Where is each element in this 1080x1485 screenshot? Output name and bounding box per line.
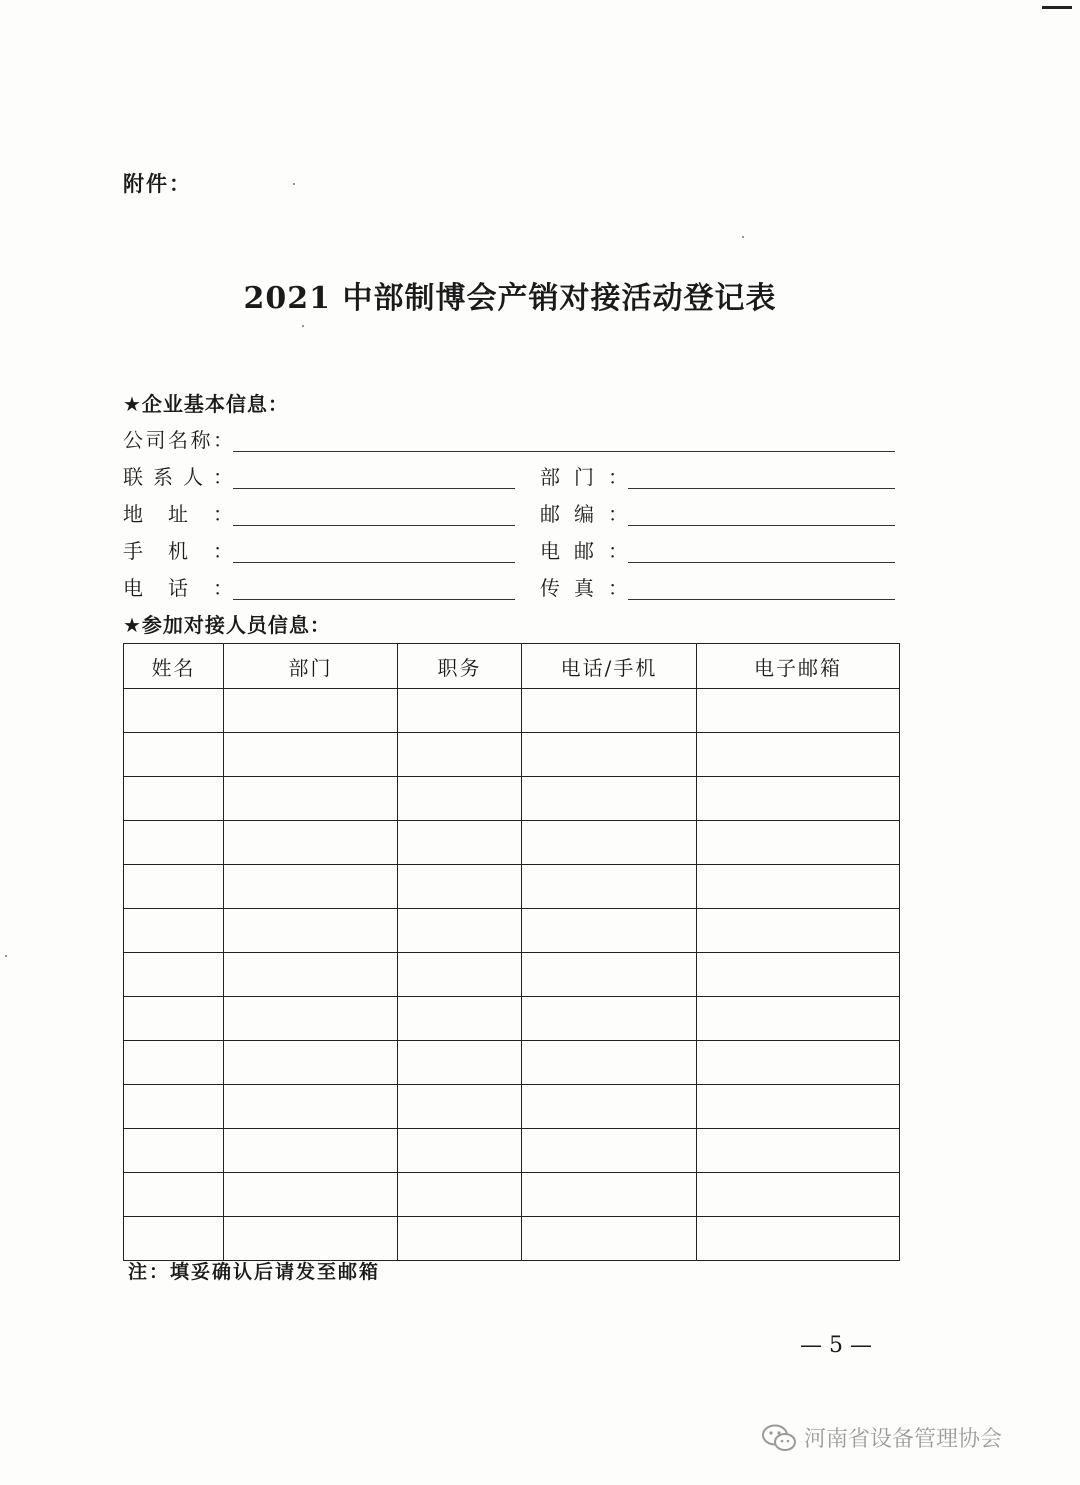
table-cell-department[interactable]: [224, 865, 398, 909]
table-cell-name[interactable]: [124, 733, 224, 777]
table-row: [124, 909, 900, 953]
company-name-line[interactable]: [233, 451, 895, 452]
table-cell-department[interactable]: [224, 997, 398, 1041]
watermark-text: 河南省设备管理协会: [804, 1427, 1003, 1452]
table-cell-position[interactable]: [398, 733, 522, 777]
table-cell-name[interactable]: [124, 1217, 224, 1261]
header-name: 姓名: [124, 644, 224, 689]
table-cell-department[interactable]: [224, 909, 398, 953]
table-cell-email[interactable]: [697, 953, 900, 997]
table-cell-position[interactable]: [398, 1173, 522, 1217]
mobile-field[interactable]: [123, 535, 515, 563]
table-cell-phone[interactable]: [522, 997, 697, 1041]
table-cell-position[interactable]: [398, 821, 522, 865]
table-row: [124, 953, 900, 997]
table-row: [124, 865, 900, 909]
postcode-field[interactable]: [540, 498, 895, 526]
table-cell-phone[interactable]: [522, 909, 697, 953]
table-cell-position[interactable]: [398, 689, 522, 733]
table-cell-department[interactable]: [224, 1129, 398, 1173]
table-cell-email[interactable]: [697, 777, 900, 821]
table-cell-department[interactable]: [224, 689, 398, 733]
table-cell-phone[interactable]: [522, 689, 697, 733]
table-cell-name[interactable]: [124, 865, 224, 909]
table-cell-name[interactable]: [124, 1085, 224, 1129]
table-cell-name[interactable]: [124, 777, 224, 821]
table-cell-position[interactable]: [398, 1041, 522, 1085]
company-name-label: 公 司 名 称 ：: [123, 428, 233, 452]
header-department: 部门: [224, 644, 398, 689]
table-row: [124, 1041, 900, 1085]
table-cell-email[interactable]: [697, 821, 900, 865]
table-cell-name[interactable]: [124, 953, 224, 997]
table-cell-name[interactable]: [124, 997, 224, 1041]
submission-note: 注：填妥确认后请发至邮箱: [128, 1261, 381, 1283]
table-cell-position[interactable]: [398, 997, 522, 1041]
table-cell-phone[interactable]: [522, 1217, 697, 1261]
email-field[interactable]: [540, 535, 895, 563]
postcode-label: 邮 编 ：: [540, 502, 628, 526]
table-cell-phone[interactable]: [522, 1085, 697, 1129]
table-cell-position[interactable]: [398, 909, 522, 953]
document-title: 2021 中部制博会产销对接活动登记表: [243, 281, 777, 316]
table-cell-name[interactable]: [124, 1041, 224, 1085]
address-line[interactable]: [233, 525, 515, 526]
scan-speck: [742, 236, 744, 238]
table-header-row: [124, 644, 900, 689]
table-cell-phone[interactable]: [522, 1173, 697, 1217]
company-name-field[interactable]: [123, 424, 895, 452]
wechat-icon: [760, 1423, 798, 1453]
scan-speck: [302, 325, 304, 327]
table-row: [124, 821, 900, 865]
table-cell-department[interactable]: [224, 1217, 398, 1261]
table-cell-email[interactable]: [697, 1217, 900, 1261]
contact-label: 联 系 人 ：: [123, 465, 233, 489]
table-row: [124, 1173, 900, 1217]
scan-corner-mark: [1042, 6, 1072, 9]
fax-label: 传 真 ：: [540, 576, 628, 600]
table-cell-email[interactable]: [697, 689, 900, 733]
contact-line[interactable]: [233, 488, 515, 489]
participants-heading: ★参加对接人员信息：: [123, 613, 331, 637]
table-cell-position[interactable]: [398, 1217, 522, 1261]
table-cell-position[interactable]: [398, 953, 522, 997]
table-cell-phone[interactable]: [522, 865, 697, 909]
attachment-label: 附件：: [123, 172, 192, 196]
table-cell-email[interactable]: [697, 1041, 900, 1085]
table-cell-name[interactable]: [124, 821, 224, 865]
table-cell-position[interactable]: [398, 1085, 522, 1129]
table-cell-email[interactable]: [697, 1129, 900, 1173]
table-row: [124, 733, 900, 777]
phone-line[interactable]: [233, 599, 515, 600]
table-body: [124, 689, 900, 1261]
table-cell-position[interactable]: [398, 777, 522, 821]
table-cell-phone[interactable]: [522, 1129, 697, 1173]
table-cell-department[interactable]: [224, 733, 398, 777]
fax-line[interactable]: [628, 599, 895, 600]
table-cell-phone[interactable]: [522, 821, 697, 865]
department-field[interactable]: [540, 461, 895, 489]
table-cell-phone[interactable]: [522, 777, 697, 821]
table-cell-position[interactable]: [398, 865, 522, 909]
address-label: 地 址 ：: [123, 502, 233, 526]
watermark: [760, 1422, 1002, 1453]
table-cell-department[interactable]: [224, 821, 398, 865]
table-cell-phone[interactable]: [522, 733, 697, 777]
email-label: 电 邮 ：: [540, 539, 628, 563]
header-position: 职务: [398, 644, 522, 689]
table-cell-email[interactable]: [697, 1173, 900, 1217]
department-line[interactable]: [628, 488, 895, 489]
table-row: [124, 777, 900, 821]
email-line[interactable]: [628, 562, 895, 563]
company-info-heading: ★企业基本信息：: [123, 392, 289, 416]
table-row: [124, 689, 900, 733]
table-cell-name[interactable]: [124, 909, 224, 953]
contact-field[interactable]: [123, 461, 515, 489]
scan-speck: [5, 955, 7, 957]
table-cell-email[interactable]: [697, 733, 900, 777]
table-cell-department[interactable]: [224, 1085, 398, 1129]
department-label: 部 门 ：: [540, 465, 628, 489]
header-phone: 电话/手机: [522, 644, 697, 689]
header-email: 电子邮箱: [697, 644, 900, 689]
table-cell-name[interactable]: [124, 1129, 224, 1173]
table-cell-name[interactable]: [124, 689, 224, 733]
scan-speck: [293, 183, 295, 185]
table-row: [124, 997, 900, 1041]
mobile-label: 手 机 ：: [123, 539, 233, 563]
table-cell-position[interactable]: [398, 1129, 522, 1173]
mobile-line[interactable]: [233, 562, 515, 563]
table-cell-email[interactable]: [697, 909, 900, 953]
table-cell-department[interactable]: [224, 1173, 398, 1217]
table-cell-phone[interactable]: [522, 953, 697, 997]
table-row: [124, 1085, 900, 1129]
postcode-line[interactable]: [628, 525, 895, 526]
table-cell-name[interactable]: [124, 1173, 224, 1217]
page-number: — 5 —: [800, 1333, 872, 1358]
table-cell-department[interactable]: [224, 1041, 398, 1085]
fax-field[interactable]: [540, 572, 895, 600]
phone-label: 电 话 ：: [123, 576, 233, 600]
table-cell-email[interactable]: [697, 997, 900, 1041]
table-cell-email[interactable]: [697, 1085, 900, 1129]
table-cell-email[interactable]: [697, 865, 900, 909]
table-cell-phone[interactable]: [522, 1041, 697, 1085]
table-row: [124, 1217, 900, 1261]
table-row: [124, 1129, 900, 1173]
address-field[interactable]: [123, 498, 515, 526]
participants-table: [123, 643, 900, 1261]
table-cell-department[interactable]: [224, 777, 398, 821]
phone-field[interactable]: [123, 572, 515, 600]
table-cell-department[interactable]: [224, 953, 398, 997]
